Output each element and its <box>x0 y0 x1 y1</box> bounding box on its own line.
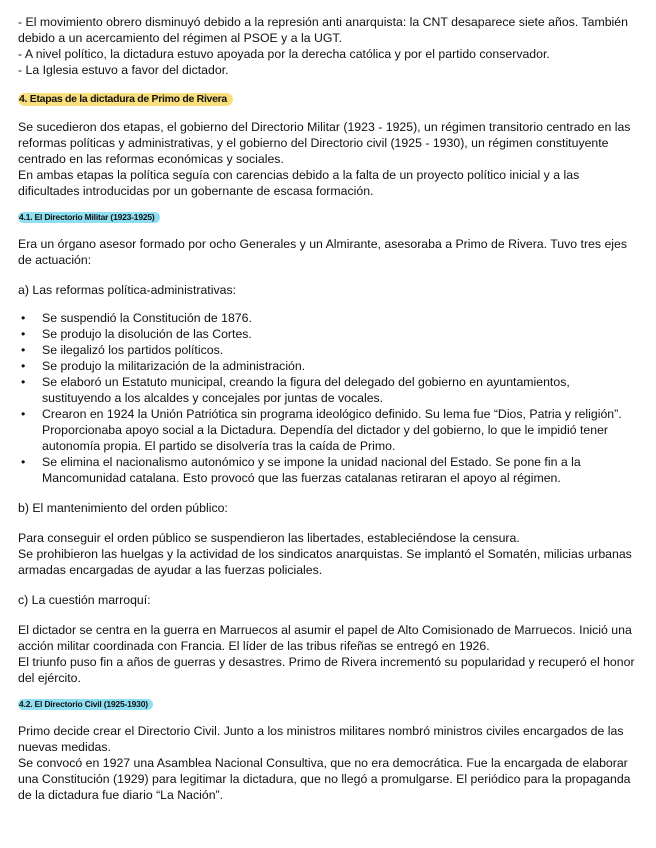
list-item: • Crearon en 1924 la Unión Patriótica sin programa ideológico definido. Su lema fue “Dios, Patria y religión”. Proporcionaba apoyo social a la Dictadura. Dependía del dictador y del gobierno, lo que le impidió tener autonomía propia. El partido se disolvería tras la caída de Primo. <box>42 406 638 454</box>
section-4-heading: 4. Etapas de la dictadura de Primo de Rivera <box>18 93 233 106</box>
list-item: • Se elaboró un Estatuto municipal, creando la figura del delegado del gobierno en ayuntamientos, sustituyendo a los alcaldes y concejales por juntas de vocales. <box>42 374 638 406</box>
section-4-1-intro: Era un órgano asesor formado por ocho Generales y un Almirante, asesoraba a Primo de Rivera. Tuvo tres ejes de actuación: <box>18 237 628 267</box>
paragraph: Se sucedieron dos etapas, el gobierno del Directorio Militar (1923 - 1925), un régimen transitorio centrado en las reformas políticas y administrativas, y el gobierno del Directorio civil (1925 - 1930), un régimen constituyente centrado en las reformas económicas y sociales. <box>18 120 631 166</box>
intro-block <box>18 14 638 78</box>
list-item: • Se suspendió la Constitución de 1876. <box>42 310 638 326</box>
section-4-2-heading: 4.2. El Directorio Civil (1925-1930) <box>18 699 153 710</box>
subsection-b-body <box>18 530 638 578</box>
paragraph: El triunfo puso fin a años de guerras y desastres. Primo de Rivera incrementó su popularidad y recuperó el honor del ejército. <box>18 655 635 685</box>
paragraph: El dictador se centra en la guerra en Marruecos al asumir el papel de Alto Comisionado de Marruecos. Inició una acción militar coordinada con Francia. El líder de las tribus rifeñas se entregó en 1926. <box>18 623 632 653</box>
paragraph: Se prohibieron las huelgas y la actividad de los sindicatos anarquistas. Se implantó el Somatén, milicias urbanas armadas encargadas de ayudar a las fuerzas policiales. <box>18 547 632 577</box>
paragraph: Para conseguir el orden público se suspendieron las libertades, estableciéndose la censura. <box>18 531 520 545</box>
list-item: • Se produjo la disolución de las Cortes. <box>42 326 638 342</box>
subsection-b-title: b) El mantenimiento del orden público: <box>18 501 228 515</box>
section-4-1-heading: 4.1. El Directorio Militar (1923-1925) <box>18 212 160 223</box>
list-item: • Se ilegalizó los partidos políticos. <box>42 342 638 358</box>
subsection-a-title: a) Las reformas política-administrativas: <box>18 283 237 297</box>
subsection-c-title: c) La cuestión marroquí: <box>18 593 151 607</box>
subsection-c-body <box>18 622 638 686</box>
list-item: • Se produjo la militarización de la administración. <box>42 358 638 374</box>
intro-line: - La Iglesia estuvo a favor del dictador. <box>18 63 229 77</box>
paragraph: En ambas etapas la política seguía con carencias debido a la falta de un proyecto político inicial y a las dificultades introducidas por un gobernante de escasa formación. <box>18 168 580 198</box>
intro-line: - A nivel político, la dictadura estuvo apoyada por la derecha católica y por el partido conservador. <box>18 47 550 61</box>
paragraph: Se convocó en 1927 una Asamblea Nacional Consultiva, que no era democrática. Fue la encargada de elaborar una Constitución (1929) para legitimar la dictadura, que no llegó a promulgarse. El periódico para la propaganda de la dictadura fue diario “La Nación”. <box>18 756 631 802</box>
section-4-2-body <box>18 723 638 803</box>
reforms-list <box>18 310 638 486</box>
section-4-body <box>18 119 638 199</box>
list-item: • Se elimina el nacionalismo autonómico y se impone la unidad nacional del Estado. Se pone fin a la Mancomunidad catalana. Esto provocó que las fuerzas catalanas retiraran el apoyo al régimen. <box>42 454 638 486</box>
paragraph: Primo decide crear el Directorio Civil. Junto a los ministros militares nombró ministros civiles encargados de las nuevas medidas. <box>18 724 624 754</box>
intro-line: - El movimiento obrero disminuyó debido a la represión anti anarquista: la CNT desaparece siete años. También debido a un acercamiento del régimen al PSOE y a la UGT. <box>18 15 628 45</box>
